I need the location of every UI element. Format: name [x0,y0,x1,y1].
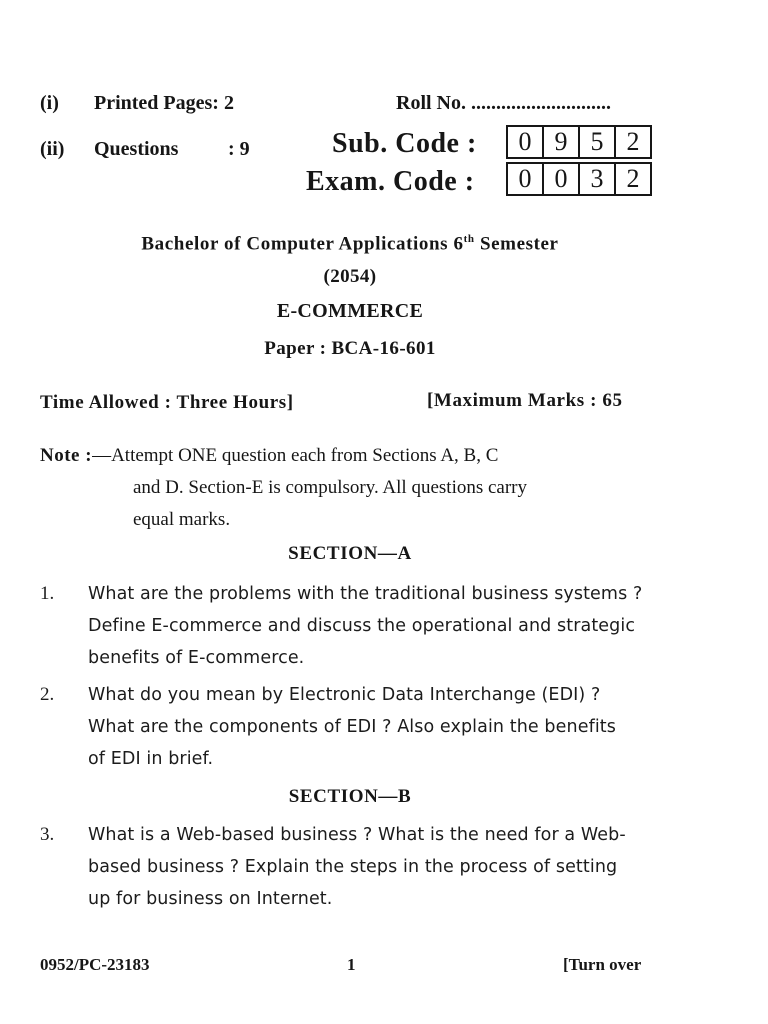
printed-pages-index: (i) [40,92,59,114]
printed-pages: Printed Pages: 2 [94,92,234,114]
exam-code-digit: 0 [542,164,578,194]
question-line: benefits of E-commerce. [88,648,305,668]
sub-code-digit: 5 [578,127,614,157]
subject-title: E-COMMERCE [276,300,424,322]
question-line: Define E-commerce and discuss the operational and strategic [88,616,636,636]
page-number: 1 [347,955,356,974]
question-line: of EDI in brief. [88,749,214,769]
program-ordinal: th [463,233,475,245]
program-semester: Semester [474,233,559,255]
question-number: 3. [40,824,55,845]
roll-number-field: Roll No. ............................ [396,92,611,114]
note-line: —Attempt ONE question each from Sections A, B, C [92,445,499,466]
question-3 [40,819,660,915]
exam-year: (2054) [323,266,377,287]
section-b-heading: SECTION—B [288,786,412,807]
exam-code-boxes [506,162,652,196]
sub-code-digit: 2 [614,127,650,157]
questions-label: Questions [94,138,179,160]
exam-code-digit: 3 [578,164,614,194]
exam-code-digit: 2 [614,164,650,194]
question-line: What is a Web-based business ? What is the need for a Web- [88,825,626,845]
note-label: Note : [40,445,93,466]
sub-code-digit: 9 [542,127,578,157]
sub-code-digit: 0 [518,127,532,156]
question-line: What do you mean by Electronic Data Interchange (EDI) ? [88,685,601,705]
questions-index: (ii) [40,138,65,160]
question-line: up for business on Internet. [88,889,333,909]
sub-code-boxes [506,125,652,159]
question-number: 2. [40,684,55,705]
section-a-heading: SECTION—A [288,543,412,564]
paper-code: Paper : BCA-16-601 [264,338,436,359]
program-title [0,233,700,255]
question-2 [40,679,660,775]
program-name: Bachelor of Computer Applications 6 [141,233,464,255]
sub-code-label: Sub. Code : [332,128,477,159]
instructions-note [40,440,660,536]
question-1 [40,578,660,674]
exam-code-digit: 0 [518,164,532,193]
time-allowed: Time Allowed : Three Hours] [40,392,294,413]
exam-code-label: Exam. Code : [306,166,475,197]
question-line: What are the problems with the traditional business systems ? [88,584,643,604]
note-line: and D. Section-E is compulsory. All questions carry [133,477,528,498]
note-line: equal marks. [133,509,231,530]
question-line: based business ? Explain the steps in the process of setting [88,857,618,877]
paper-serial-code: 0952/PC-23183 [40,955,150,974]
question-number: 1. [40,583,55,604]
turn-over-note: [Turn over [563,955,642,974]
maximum-marks: [Maximum Marks : 65 [427,390,623,411]
question-line: What are the components of EDI ? Also explain the benefits [88,717,616,737]
questions-value: : 9 [228,138,250,160]
